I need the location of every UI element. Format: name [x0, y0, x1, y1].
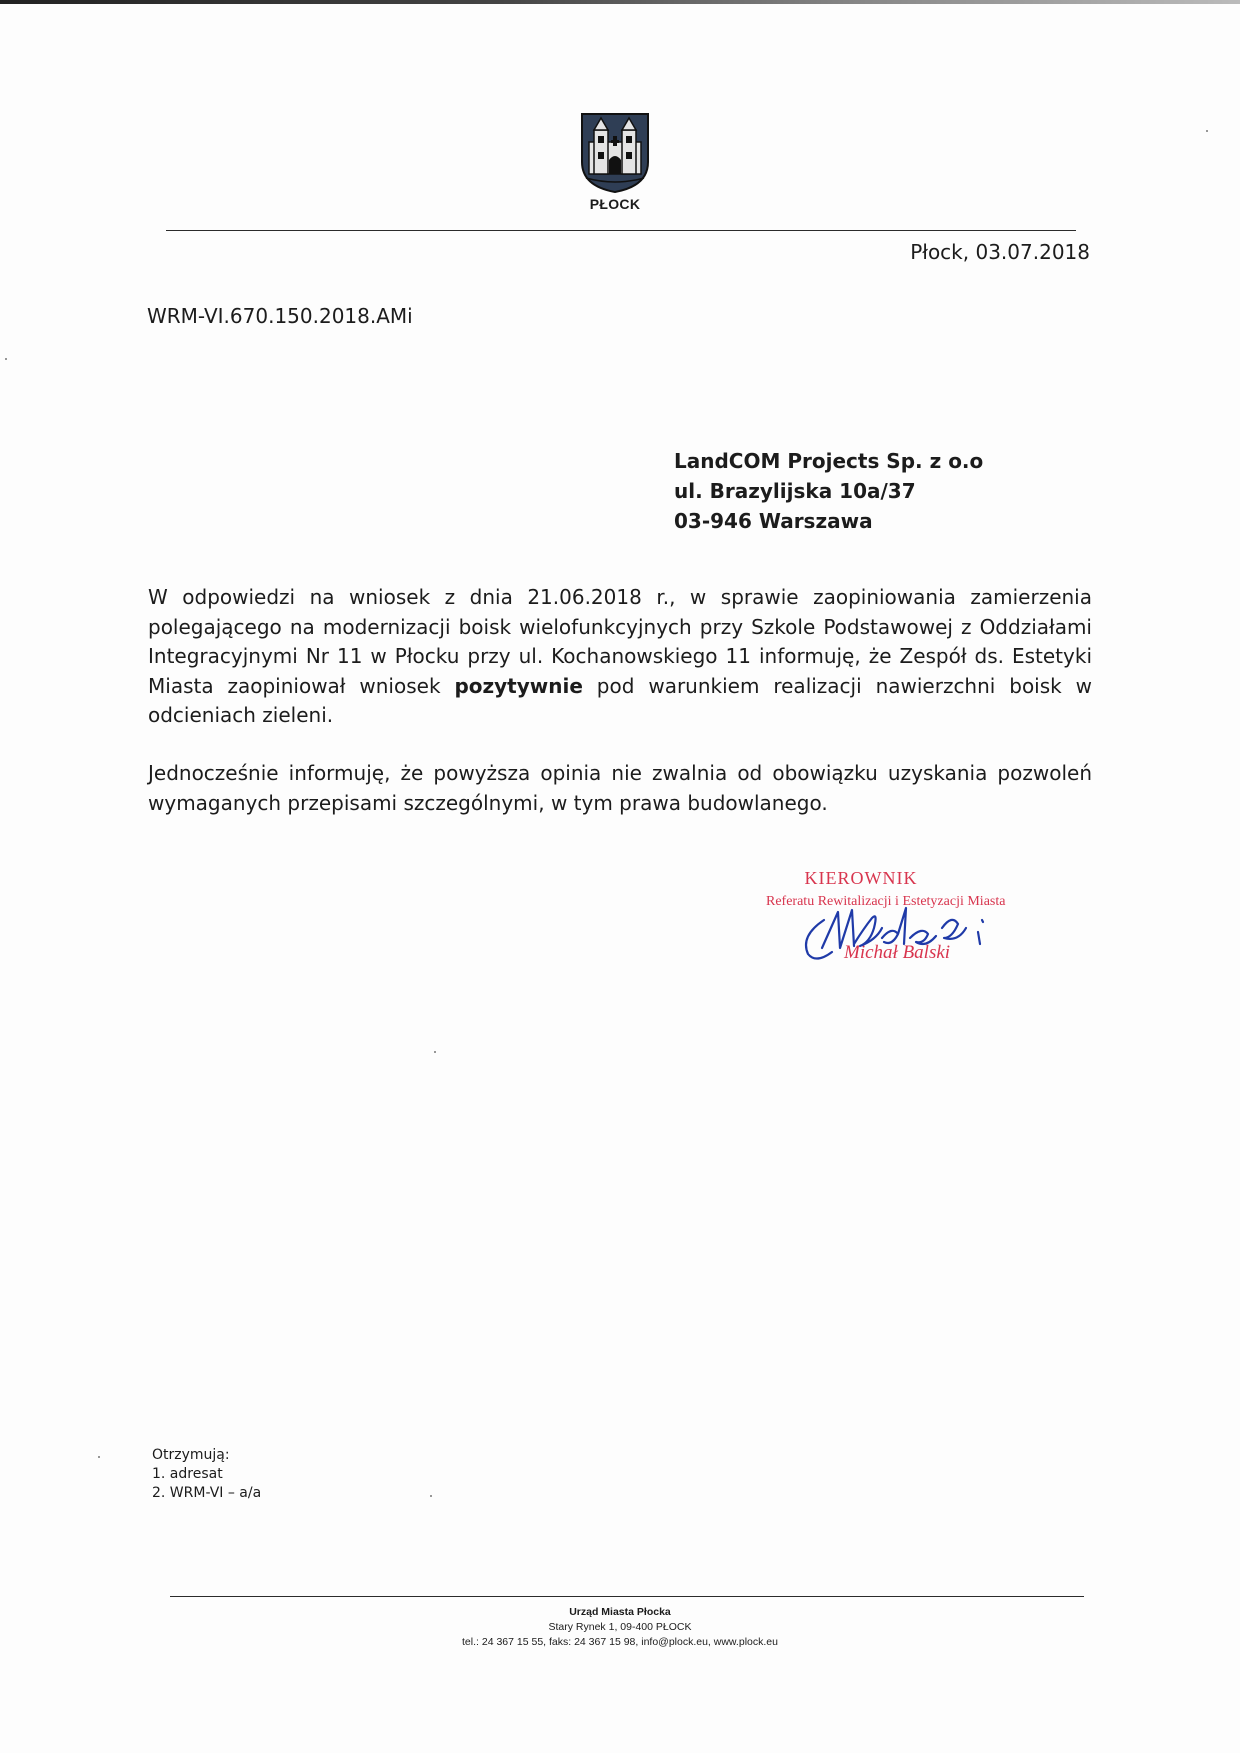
plock-coat-of-arms-icon	[580, 112, 650, 194]
scan-speck	[98, 1456, 100, 1458]
addressee-city: 03-946 Warszawa	[674, 509, 873, 533]
addressee-block	[674, 446, 983, 536]
body-paragraph-1	[148, 583, 1092, 731]
paragraph-1-text-start: W odpowiedzi na wniosek z dnia 21.06.2018 r., w sprawie zaopiniowania zamierzenia polegającego na modernizacji boisk wielofunkcyjnych przy Szkole Podstawowej z Oddziałami Integracyjnymi Nr 11 w Płocku przy ul. Kochanowskiego 11 informuję, że Zespół ds. Estetyki Miasta zaopiniował wniosek	[148, 585, 1092, 698]
scan-speck	[1206, 130, 1208, 132]
footer-address: Stary Rynek 1, 09-400 PŁOCK	[548, 1621, 692, 1633]
addressee-company: LandCOM Projects Sp. z o.o	[674, 449, 984, 473]
footer-office-name: Urząd Miasta Płocka	[569, 1606, 671, 1618]
recipient-item: 1. adresat	[152, 1466, 223, 1482]
footer-divider	[170, 1596, 1084, 1597]
stamp-title: KIEROWNIK	[804, 868, 918, 888]
recipients-heading: Otrzymują:	[152, 1447, 230, 1463]
scan-top-edge	[0, 0, 1240, 4]
footer-contact: tel.: 24 367 15 55, faks: 24 367 15 98, info@plock.eu, www.plock.eu	[462, 1636, 778, 1648]
scan-speck	[430, 1495, 432, 1497]
scan-speck	[5, 358, 7, 360]
scan-speck	[434, 1051, 436, 1053]
handwritten-signature	[794, 898, 1004, 968]
recipients-list	[152, 1446, 261, 1503]
header-divider	[166, 230, 1076, 231]
reference-number: WRM-VI.670.150.2018.AMi	[147, 304, 413, 328]
place-and-date: Płock, 03.07.2018	[910, 240, 1090, 264]
stamp-person-name: Michał Balski	[844, 942, 951, 963]
crest-city-label: PŁOCK	[589, 196, 641, 212]
letterhead-footer	[300, 1605, 940, 1650]
addressee-street: ul. Brazylijska 10a/37	[674, 479, 916, 503]
paragraph-1-text-end: pod warunkiem realizacji nawierzchni boisk w odcieniach zieleni.	[148, 673, 1092, 727]
body-paragraph-2: Jednocześnie informuję, że powyższa opinia nie zwalnia od obowiązku uzyskania pozwoleń wymaganych przepisami szczególnymi, w tym prawa budowlanego.	[148, 761, 1092, 815]
stamp-department: Referatu Rewitalizacji i Estetyzacji Miasta	[766, 894, 1006, 909]
recipient-item: 2. WRM-VI – a/a	[152, 1485, 262, 1501]
emphasized-opinion: pozytywnie	[454, 673, 583, 698]
